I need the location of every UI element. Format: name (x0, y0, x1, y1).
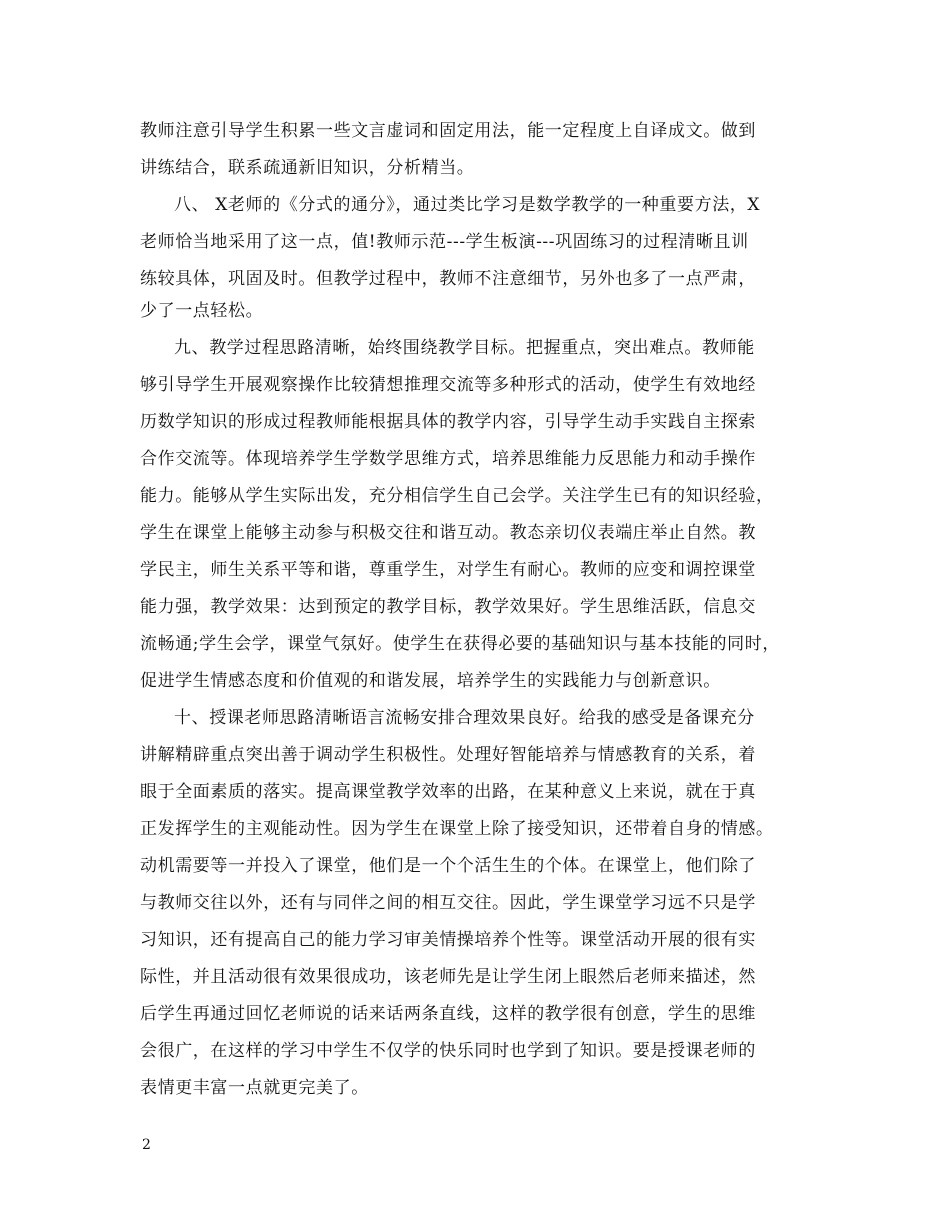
paragraph-9-line-4: 合作交流等。体现培养学生学数学思维方式，培养思维能力反思能力和动手操作 (140, 449, 756, 469)
paragraph-10-line-6: 与教师交往以外，还有与同伴之间的相互交往。因此，学生课堂学习远不只是学 (140, 893, 756, 913)
paragraph-9-line-3: 历数学知识的形成过程教师能根据具体的教学内容，引导学生动手实践自主探索 (140, 412, 756, 432)
page-number: 2 (142, 1137, 151, 1153)
paragraph-10-line-11: 表情更丰富一点就更完美了。 (140, 1078, 369, 1098)
paragraph-9-line-8: 能力强，教学效果：达到预定的教学目标，教学效果好。学生思维活跃，信息交 (140, 597, 756, 617)
paragraph-10-line-5: 动机需要等一并投入了课堂，他们是一个个活生生的个体。在课堂上，他们除了 (140, 856, 756, 876)
paragraph-10-line-2: 讲解精辟重点突出善于调动学生积极性。处理好智能培养与情感教育的关系，着 (140, 745, 756, 765)
paragraph-10-line-8: 际性，并且活动很有效果很成功，该老师先是让学生闭上眼然后老师来描述，然 (140, 967, 756, 987)
paragraph-7-continued-line-2: 讲练结合，联系疏通新旧知识，分析精当。 (140, 158, 475, 178)
paragraph-10-line-4: 正发挥学生的主观能动性。因为学生在课堂上除了接受知识，还带着自身的情感。 (140, 819, 774, 839)
paragraph-7-continued-line-1: 教师注意引导学生积累一些文言虚词和固定用法，能一定程度上自译成文。做到 (140, 121, 756, 141)
paragraph-9-line-9: 流畅通;学生会学，课堂气氛好。使学生在获得必要的基础知识与基本技能的同时， (140, 634, 780, 654)
paragraph-8-line-2: 老师恰当地采用了这一点，值!教师示范---学生板演---巩固练习的过程清晰且训 (140, 232, 749, 252)
paragraph-9-line-7: 学民主，师生关系平等和谐，尊重学生，对学生有耐心。教师的应变和调控课堂 (140, 560, 756, 580)
paragraph-10-line-3: 眼于全面素质的落实。提高课堂教学效率的出路，在某种意义上来说，就在于真 (140, 782, 756, 802)
paragraph-9-line-6: 学生在课堂上能够主动参与积极交往和谐互动。教态亲切仪表端庄举止自然。教 (140, 523, 756, 543)
paragraph-9-line-1: 九、教学过程思路清晰，始终围绕教学目标。把握重点，突出难点。教师能 (174, 338, 755, 358)
paragraph-10-line-7: 习知识，还有提高自己的能力学习审美情操培养个性等。课堂活动开展的很有实 (140, 930, 756, 950)
paragraph-9-line-2: 够引导学生开展观察操作比较猜想推理交流等多种形式的活动，使学生有效地经 (140, 375, 756, 395)
paragraph-8-line-1: 八、 X老师的《分式的通分》，通过类比学习是数学教学的一种重要方法，X (174, 195, 761, 215)
paragraph-8-line-4: 少了一点轻松。 (140, 301, 264, 321)
paragraph-10-line-10: 会很广，在这样的学习中学生不仅学的快乐同时也学到了知识。要是授课老师的 (140, 1041, 756, 1061)
paragraph-9-line-10: 促进学生情感态度和价值观的和谐发展，培养学生的实践能力与创新意识。 (140, 671, 721, 691)
paragraph-10-line-1: 十、授课老师思路清晰语言流畅安排合理效果良好。给我的感受是备课充分 (174, 708, 755, 728)
paragraph-8-line-3: 练较具体，巩固及时。但教学过程中，教师不注意细节，另外也多了一点严肃， (140, 269, 756, 289)
paragraph-9-line-5: 能力。能够从学生实际出发，充分相信学生自己会学。关注学生已有的知识经验， (140, 486, 774, 506)
paragraph-10-line-9: 后学生再通过回忆老师说的话来话两条直线，这样的教学很有创意，学生的思维 (140, 1004, 756, 1024)
